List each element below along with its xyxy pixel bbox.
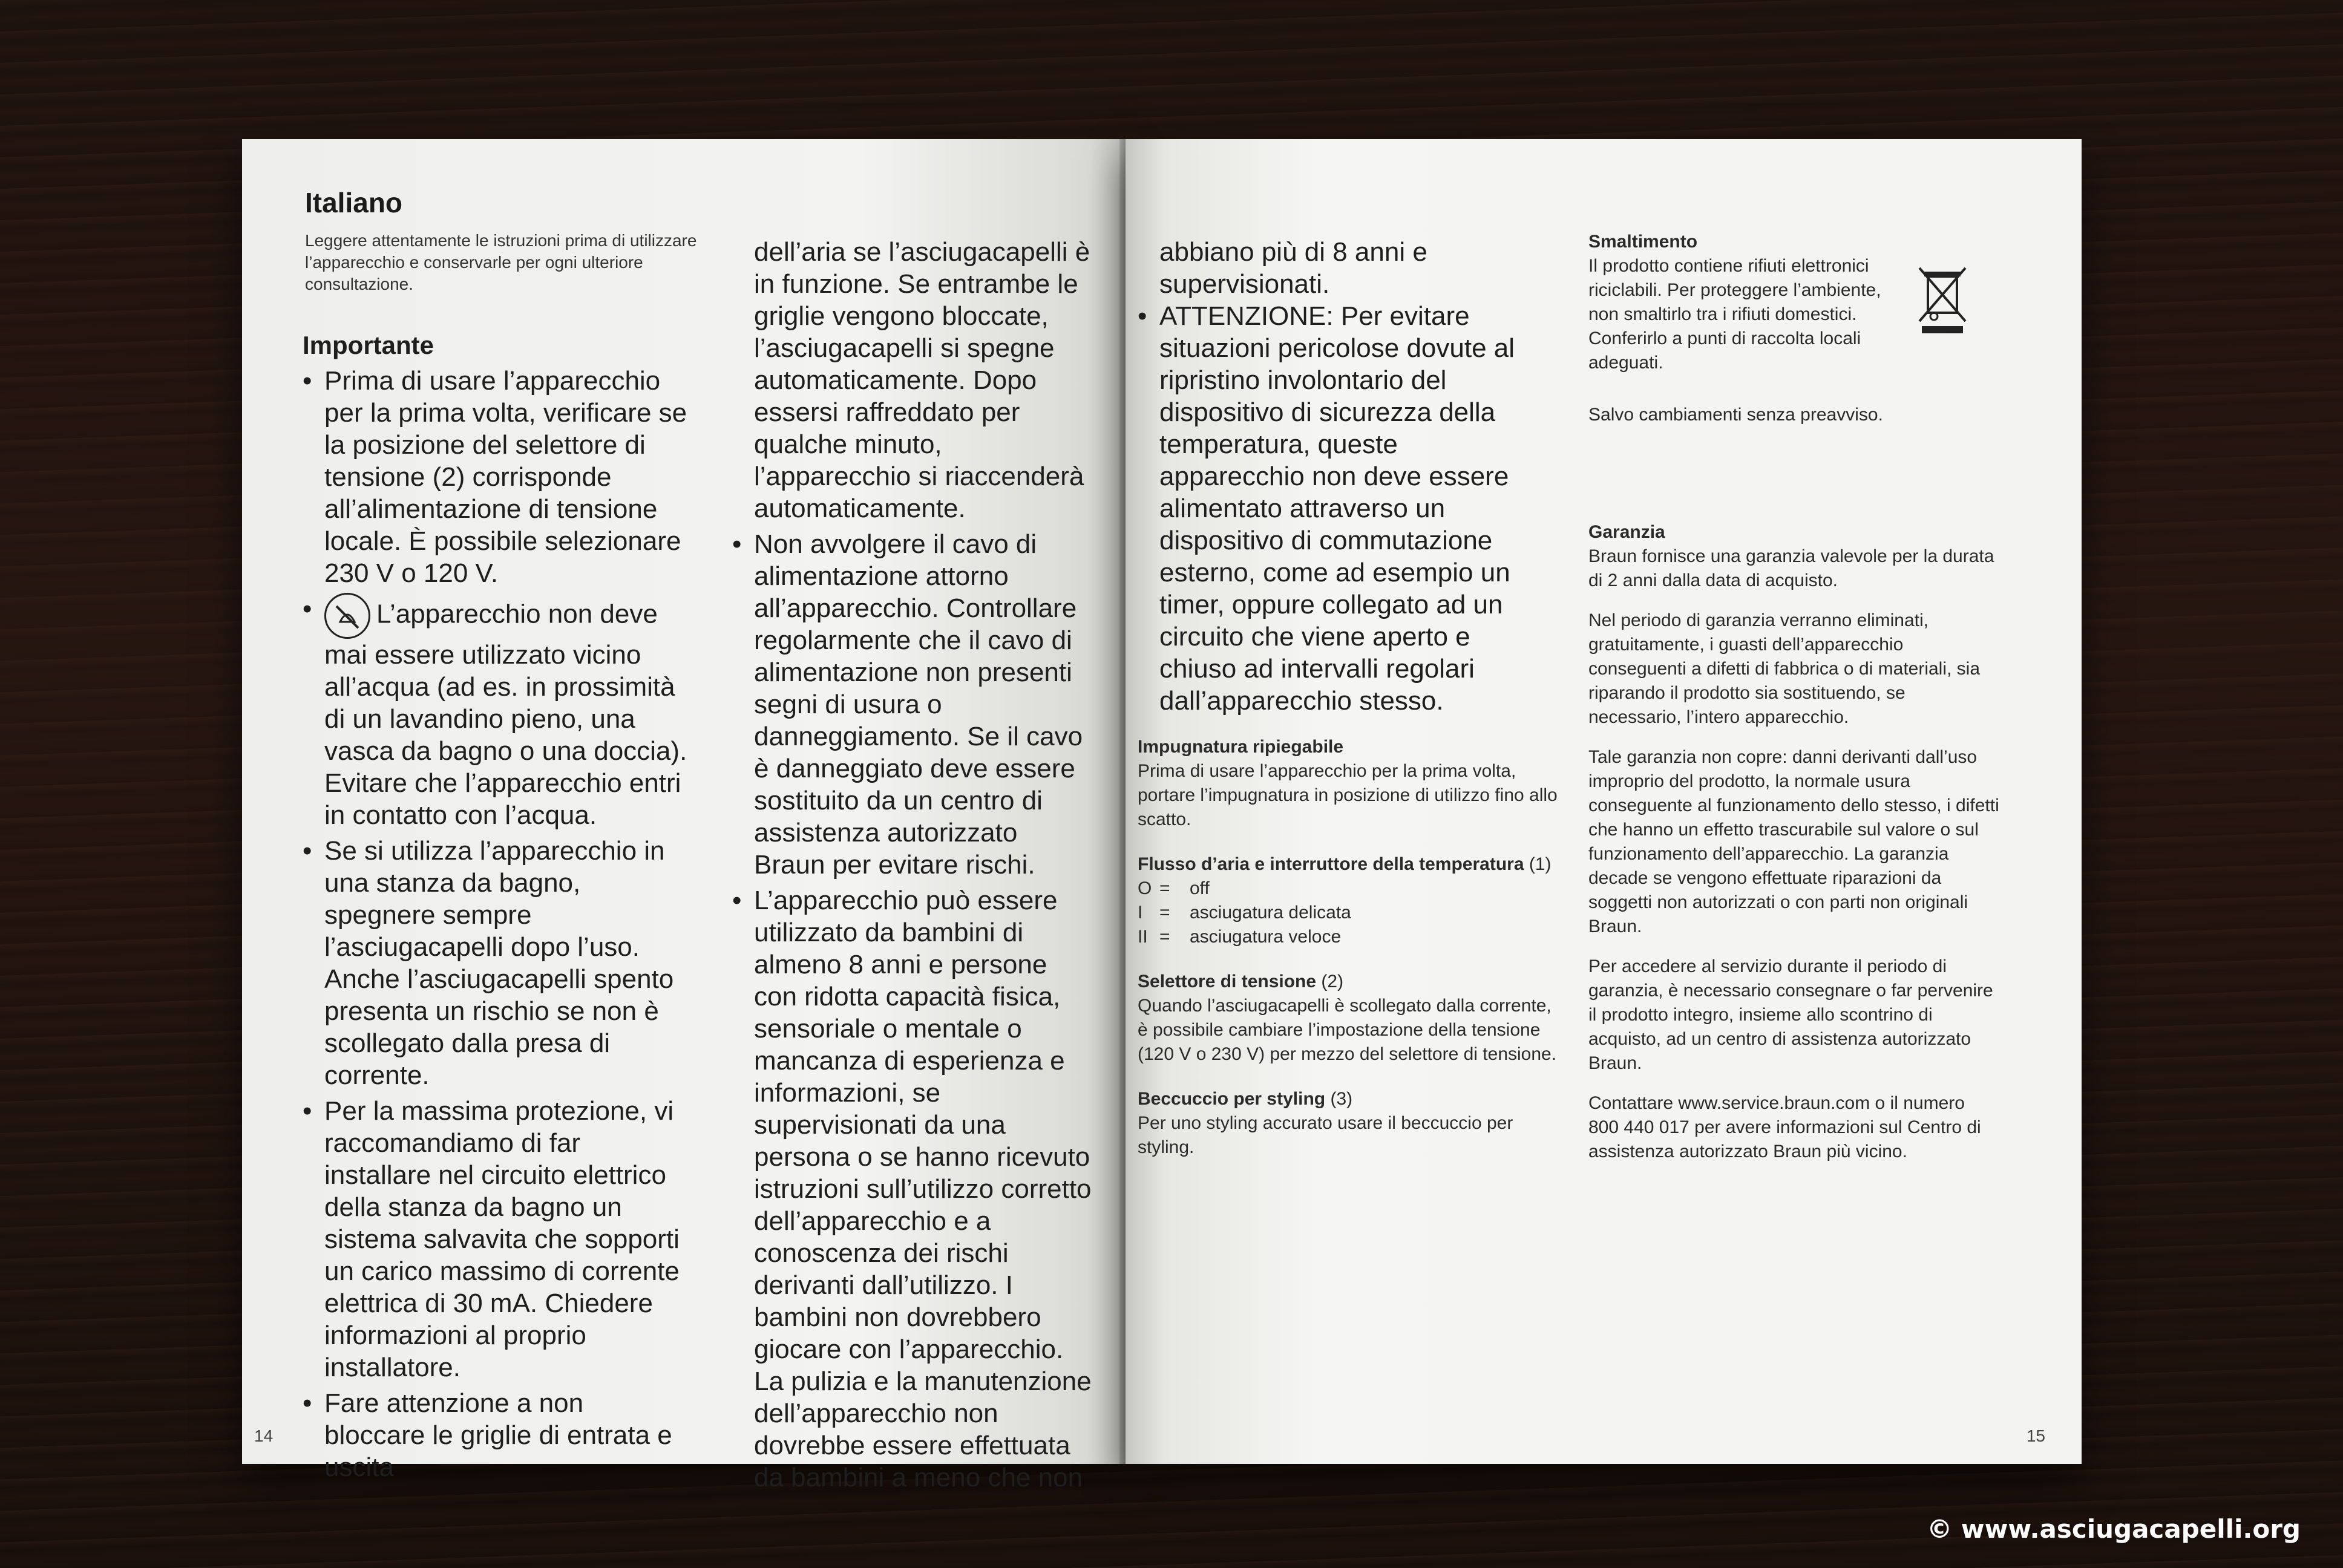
list-item: • Per la massima protezione, vi raccomandiamo di far installare nel circuito elettrico della stanza da bagno un sistema salvavita che sopporti un carico massimo di corrente elettrica di 30 mA. Chiedere informazioni al proprio installatore.: [303, 1095, 690, 1383]
voltage-section: [1138, 970, 1561, 1067]
nozzle-heading: Beccuccio per styling: [1138, 1089, 1326, 1109]
watermark: © www.asciugacapelli.org: [1927, 1514, 2301, 1544]
col2-list: [732, 528, 1095, 1494]
handle-text: Prima di usare l’apparecchio per la prima volta, portare l’impugnatura in posizione di utilizzo fino allo scatto.: [1138, 761, 1558, 829]
list-item: • Prima di usare l’apparecchio per la prima volta, verificare se la posizione del selettore di tensione (2) corrisponde all’alimentazione di tensione locale. È possibile selezionare 230 V o 120 V.: [303, 365, 690, 589]
right-column-2-top: [1588, 230, 1927, 427]
left-page: [242, 139, 1126, 1492]
disposal-text: Il prodotto contiene rifiuti elettronici riciclabili. Per proteggere l’ambiente, non smaltirlo tra i rifiuti domestici. Conferirlo a punti di raccolta locali adeguati.: [1588, 256, 1881, 373]
no-water-icon: [324, 593, 370, 639]
airflow-section: [1138, 852, 1561, 949]
page-title: Italiano: [305, 187, 403, 218]
voltage-heading: Selettore di tensione: [1138, 972, 1317, 991]
changes-notice: Salvo cambiamenti senza preavviso.: [1588, 405, 1883, 425]
handle-heading: Impugnatura ripiegabile: [1138, 737, 1344, 757]
disposal-heading: Smaltimento: [1588, 232, 1698, 252]
list-item: • Non avvolgere il cavo di alimentazione attorno all’apparecchio. Controllare regolarmente che il cavo di alimentazione non presenti segni di usura o danneggiamento. Se il cavo è danneggiato deve essere sostituito da un centro di assistenza autorizzato Braun per evitare rischi.: [732, 528, 1095, 881]
warranty-paragraph: Per accedere al servizio durante il periodo di garanzia, è necessario consegnare o far pervenire il prodotto integro, insieme allo scontrino di acquisto, ad un centro di assistenza autorizzato Braun.: [1588, 956, 1993, 1073]
page-number-left: 14: [254, 1426, 274, 1445]
list-item: • L’apparecchio può essere utilizzato da bambini di almeno 8 anni e persone con ridotta capacità fisica, sensoriale o mentale o mancanza di esperienza e informazioni, se supervisionati da una persona o se hanno ricevuto istruzioni sull’utilizzo corretto dell’apparecchio e a conoscenza dei rischi derivanti dall’utilizzo. I bambini non dovrebbero giocare con l’apparecchio. La pulizia e la manutenzione dell’apparecchio non dovrebbe essere effettuata da bambini a meno che non: [732, 884, 1095, 1494]
list-item: • Se si utilizza l’apparecchio in una stanza da bagno, spegnere sempre l’asciugacapelli dopo l’uso. Anche l’asciugacapelli spento presenta un rischio se non è scollegato dalla presa di corrente.: [303, 835, 690, 1091]
warranty-paragraph: Braun fornisce una garanzia valevole per la durata di 2 anni dalla data di acquisto.: [1588, 546, 1994, 590]
important-heading: Importante: [303, 331, 434, 359]
warranty-paragraph: Tale garanzia non copre: danni derivanti dall’uso improprio del prodotto, la normale usura conseguente al funzionamento dello stesso, i difetti che hanno un effetto trascurabile sul valore o sul funzionamento dell’apparecchio. La garanzia decade se vengono effettuate riparazioni da soggetti non autorizzati o con parti non originali Braun.: [1588, 747, 1999, 936]
attention-item: • ATTENZIONE: Per evitare situazioni pericolose dovute al ripristino involontario del dispositivo di sicurezza della temperatura, queste apparecchio non deve essere alimentato attraverso un dispositivo di commutazione esterno, come ad esempio un timer, oppure collegato ad un circuito che viene aperto e chiuso ad intervalli regolari dall’apparecchio stesso.: [1138, 300, 1549, 717]
warranty-heading: Garanzia: [1588, 522, 1665, 542]
continuation-text: abbiano più di 8 anni e supervisionati.: [1159, 237, 1427, 299]
attention-list: [1138, 300, 1549, 717]
left-column-1: [303, 321, 690, 1487]
warranty-paragraph: Nel periodo di garanzia verranno eliminati, gratuitamente, i guasti dell’apparecchio conseguenti a difetti di fabbrica o di materiali, sia riparando il prodotto sia sostituendo, se necessario, l’intero apparecchio.: [1588, 610, 1981, 727]
warranty-paragraph: Contattare www.service.braun.com o il numero 800 440 017 per avere informazioni sul Centro di assistenza autorizzato Braun più vicino.: [1588, 1093, 1981, 1161]
left-column-2: [732, 236, 1095, 1497]
airflow-setting-off: O = off: [1138, 878, 1210, 898]
weee-bin-icon: [1912, 263, 1973, 336]
airflow-setting-fast: II = asciugatura veloce: [1138, 927, 1342, 947]
airflow-heading-line: [1138, 852, 1561, 877]
right-column-1-sections: [1138, 735, 1561, 1180]
right-column-1: [1138, 236, 1549, 720]
important-list: [303, 365, 690, 1483]
voltage-text: Quando l’asciugacapelli è scollegato dalla corrente, è possibile cambiare l’impostazione della tensione (120 V o 230 V) per mezzo del selettore di tensione.: [1138, 996, 1557, 1064]
right-page: [1126, 139, 2082, 1464]
continuation-text: dell’aria se l’asciugacapelli è in funzione. Se entrambe le griglie vengono bloccate, l’asciugacapelli si spegne automaticamente. Dopo essersi raffreddato per qualche minuto, l’apparecchio si riaccenderà automaticamente.: [754, 237, 1090, 523]
page-number-right: 15: [2026, 1426, 2045, 1445]
warranty-section: [1588, 520, 2000, 1180]
voltage-heading-line: Selettore di tensione (2): [1138, 972, 1344, 991]
booklet: [242, 139, 2082, 1492]
nozzle-section: [1138, 1087, 1561, 1160]
airflow-setting-gentle: I = asciugatura delicata: [1138, 903, 1351, 923]
list-item: • L’apparecchio non deve mai essere utilizzato vicino all’acqua (ad es. in prossimità di un lavandino pieno, una vasca da bagno o una doccia). Evitare che l’apparecchio entri in contatto con l’acqua.: [303, 593, 690, 831]
nozzle-heading-line: Beccuccio per styling (3): [1138, 1089, 1353, 1109]
nozzle-text: Per uno styling accurato usare il beccuccio per styling.: [1138, 1113, 1513, 1157]
handle-section: [1138, 735, 1561, 832]
airflow-ref: (1): [1529, 854, 1552, 874]
intro-text: Leggere attentamente le istruzioni prima di utilizzare l’apparecchio e conservarle per ogni ulteriore consultazione.: [305, 231, 697, 293]
airflow-heading: Flusso d’aria e interruttore della temperatura: [1138, 854, 1524, 874]
list-item: • Fare attenzione a non bloccare le griglie di entrata e uscita: [303, 1387, 690, 1483]
